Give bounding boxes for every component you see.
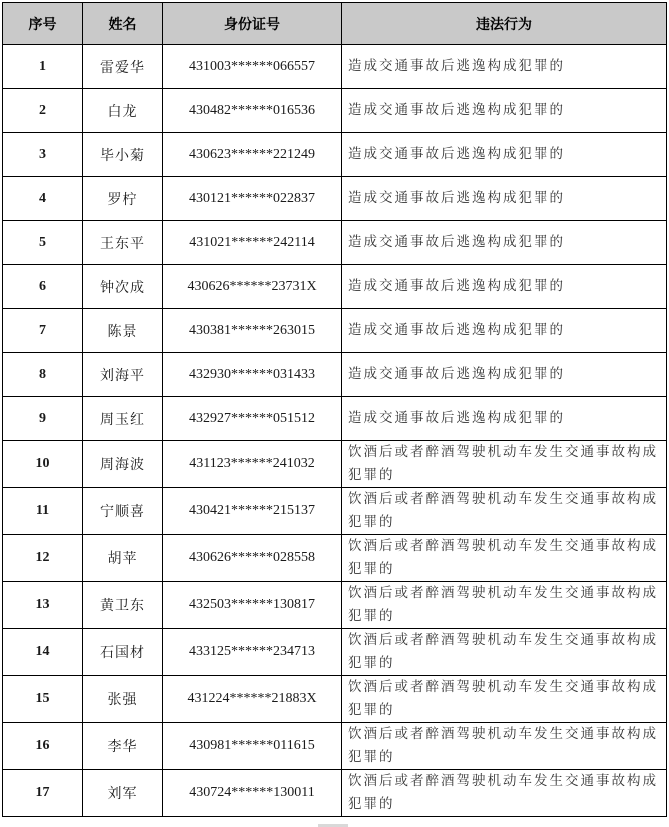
- cell-serial-number: 4: [3, 177, 83, 221]
- cell-name: 毕小菊: [83, 133, 163, 177]
- header-name: 姓名: [83, 3, 163, 45]
- cell-violation: 造成交通事故后逃逸构成犯罪的: [342, 89, 667, 133]
- table-body: [3, 45, 667, 817]
- table-header: [3, 3, 667, 45]
- cell-name: 石国材: [83, 629, 163, 676]
- cell-id-number: 431003******066557: [163, 45, 342, 89]
- table-row: [3, 265, 667, 309]
- cell-name: 刘海平: [83, 353, 163, 397]
- cell-id-number: 430626******028558: [163, 535, 342, 582]
- cell-name: 白龙: [83, 89, 163, 133]
- cell-name: 李华: [83, 723, 163, 770]
- cell-name: 钟次成: [83, 265, 163, 309]
- violator-table: [2, 2, 667, 817]
- table-row: [3, 723, 667, 770]
- cell-serial-number: 3: [3, 133, 83, 177]
- cell-serial-number: 7: [3, 309, 83, 353]
- table-row: [3, 309, 667, 353]
- cell-name: 刘军: [83, 770, 163, 817]
- cell-serial-number: 13: [3, 582, 83, 629]
- cell-violation: 造成交通事故后逃逸构成犯罪的: [342, 353, 667, 397]
- cell-serial-number: 1: [3, 45, 83, 89]
- cell-id-number: 433125******234713: [163, 629, 342, 676]
- header-row: [3, 3, 667, 45]
- cell-violation: 造成交通事故后逃逸构成犯罪的: [342, 45, 667, 89]
- header-serial-number: 序号: [3, 3, 83, 45]
- cell-name: 周海波: [83, 441, 163, 488]
- cell-id-number: 431224******21883X: [163, 676, 342, 723]
- cell-id-number: 432927******051512: [163, 397, 342, 441]
- cell-serial-number: 5: [3, 221, 83, 265]
- cell-serial-number: 9: [3, 397, 83, 441]
- cell-name: 陈景: [83, 309, 163, 353]
- cell-serial-number: 16: [3, 723, 83, 770]
- cell-name: 王东平: [83, 221, 163, 265]
- table-row: [3, 177, 667, 221]
- cell-serial-number: 12: [3, 535, 83, 582]
- cell-violation: 造成交通事故后逃逸构成犯罪的: [342, 133, 667, 177]
- table-row: [3, 221, 667, 265]
- cell-serial-number: 11: [3, 488, 83, 535]
- cell-id-number: 432503******130817: [163, 582, 342, 629]
- cell-violation: 造成交通事故后逃逸构成犯罪的: [342, 221, 667, 265]
- cell-serial-number: 10: [3, 441, 83, 488]
- cell-id-number: 430381******263015: [163, 309, 342, 353]
- cell-serial-number: 17: [3, 770, 83, 817]
- cell-id-number: 430724******130011: [163, 770, 342, 817]
- cell-id-number: 430981******011615: [163, 723, 342, 770]
- header-violation: 违法行为: [342, 3, 667, 45]
- cell-violation: 造成交通事故后逃逸构成犯罪的: [342, 309, 667, 353]
- cell-name: 周玉红: [83, 397, 163, 441]
- cell-name: 胡苹: [83, 535, 163, 582]
- table-row: [3, 629, 667, 676]
- cell-violation: 饮酒后或者醉酒驾驶机动车发生交通事故构成犯罪的: [342, 535, 667, 582]
- table-row: [3, 441, 667, 488]
- cell-serial-number: 6: [3, 265, 83, 309]
- cell-id-number: 430626******23731X: [163, 265, 342, 309]
- cell-violation: 造成交通事故后逃逸构成犯罪的: [342, 397, 667, 441]
- header-id-number: 身份证号: [163, 3, 342, 45]
- cell-id-number: 430121******022837: [163, 177, 342, 221]
- cell-serial-number: 8: [3, 353, 83, 397]
- cell-serial-number: 2: [3, 89, 83, 133]
- table-row: [3, 488, 667, 535]
- table-row: [3, 133, 667, 177]
- cell-id-number: 431123******241032: [163, 441, 342, 488]
- table-row: [3, 770, 667, 817]
- cell-id-number: 430623******221249: [163, 133, 342, 177]
- cell-violation: 饮酒后或者醉酒驾驶机动车发生交通事故构成犯罪的: [342, 582, 667, 629]
- cell-name: 宁顺喜: [83, 488, 163, 535]
- cell-name: 黄卫东: [83, 582, 163, 629]
- cell-violation: 饮酒后或者醉酒驾驶机动车发生交通事故构成犯罪的: [342, 723, 667, 770]
- table-row: [3, 535, 667, 582]
- table-row: [3, 397, 667, 441]
- cell-serial-number: 15: [3, 676, 83, 723]
- cell-id-number: 430482******016536: [163, 89, 342, 133]
- table-row: [3, 676, 667, 723]
- cell-id-number: 430421******215137: [163, 488, 342, 535]
- cell-name: 罗柠: [83, 177, 163, 221]
- table-row: [3, 582, 667, 629]
- table-row: [3, 45, 667, 89]
- cell-violation: 饮酒后或者醉酒驾驶机动车发生交通事故构成犯罪的: [342, 676, 667, 723]
- table-row: [3, 353, 667, 397]
- cell-violation: 造成交通事故后逃逸构成犯罪的: [342, 177, 667, 221]
- table-row: [3, 89, 667, 133]
- cell-violation: 造成交通事故后逃逸构成犯罪的: [342, 265, 667, 309]
- cell-violation: 饮酒后或者醉酒驾驶机动车发生交通事故构成犯罪的: [342, 629, 667, 676]
- cell-id-number: 432930******031433: [163, 353, 342, 397]
- cell-serial-number: 14: [3, 629, 83, 676]
- cell-id-number: 431021******242114: [163, 221, 342, 265]
- cell-violation: 饮酒后或者醉酒驾驶机动车发生交通事故构成犯罪的: [342, 770, 667, 817]
- cell-violation: 饮酒后或者醉酒驾驶机动车发生交通事故构成犯罪的: [342, 488, 667, 535]
- cell-violation: 饮酒后或者醉酒驾驶机动车发生交通事故构成犯罪的: [342, 441, 667, 488]
- cell-name: 张强: [83, 676, 163, 723]
- cell-name: 雷爱华: [83, 45, 163, 89]
